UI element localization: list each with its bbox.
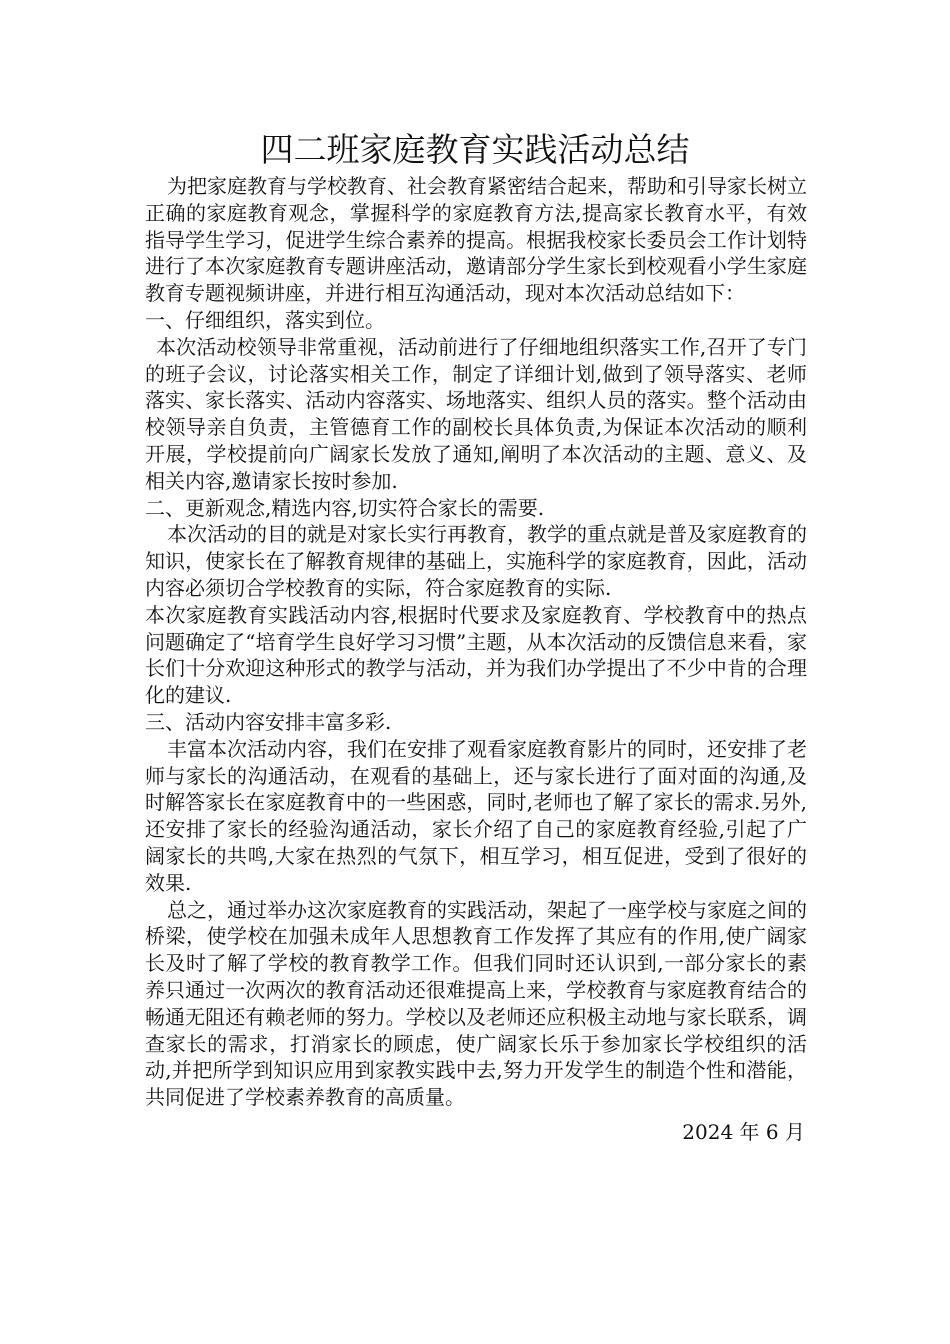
section-2-paragraph-1: 本次活动的目的就是对家长实行再教育，教学的重点就是普及家庭教育的知识，使家长在了解教育规律的基础上，实施科学的家庭教育，因此，活动内容必须切合学校教育的实际，符合家庭教育的实际. bbox=[145, 522, 807, 600]
intro-paragraph: 为把家庭教育与学校教育、社会教育紧密结合起来，帮助和引导家长树立正确的家庭教育观念，掌握科学的家庭教育方法,提高家长教育水平，有效指导学生学习，促进学生综合素养的提高。根据我校家长委员会工作计划特进行了本次家庭教育专题讲座活动，邀请部分学生家长到校观看小学生家庭教育专题视频讲座，并进行相互沟通活动，现对本次活动总结如下： bbox=[145, 174, 807, 306]
section-heading-2: 二、更新观念,精选内容,切实符合家长的需要. bbox=[145, 495, 545, 520]
document-body bbox=[145, 173, 807, 1111]
section-3-paragraph: 丰富本次活动内容，我们在安排了观看家庭教育影片的同时，还安排了老师与家长的沟通活动，在观看的基础上，还与家长进行了面对面的沟通,及时解答家长在家庭教育中的一些困惑，同时,老师也了解了家长的需求.另外,还安排了家长的经验沟通活动，家长介绍了自己的家庭教育经验,引起了广阔家长的共鸣,大家在热烈的气氛下，相互学习，相互促进，受到了很好的效果. bbox=[145, 736, 807, 895]
conclusion-paragraph: 总之，通过举办这次家庭教育的实践活动，架起了一座学校与家庭之间的桥梁，使学校在加强未成年人思想教育工作发挥了其应有的作用,使广阔家长及时了解了学校的教育教学工作。但我们同时还认识到,一部分家长的素养只通过一次两次的教育活动还很难提高上来，学校教育与家庭教育结合的畅通无阻还有赖老师的努力。学校以及老师还应积极主动地与家长联系，调查家长的需求，打消家长的顾虑，使广阔家长乐于参加家长学校组织的活动,并把所学到知识应用到家教实践中去,努力开发学生的制造个性和潜能，共同促进了学校素养教育的高质量。 bbox=[145, 897, 807, 1110]
document-title: 四二班家庭教育实践活动总结 bbox=[260, 130, 690, 169]
section-heading-3: 三、活动内容安排丰富多彩. bbox=[145, 709, 392, 734]
section-2-paragraph-2: 本次家庭教育实践活动内容,根据时代要求及家庭教育、学校教育中的热点问题确定了“培育学生良好学习习惯”主题，从本次活动的反馈信息来看，家长们十分欢迎这种形式的教学与活动，并为我们办学提出了不少中肯的合理化的建议. bbox=[145, 602, 807, 708]
section-heading-1: 一、仔细组织，落实到位。 bbox=[145, 307, 385, 332]
section-1-paragraph: 本次活动校领导非常重视，活动前进行了仔细地组织落实工作,召开了专门的班子会议，讨论落实相关工作，制定了详细计划,做到了领导落实、老师落实、家长落实、活动内容落实、场地落实、组织人员的落实。整个活动由校领导亲自负责，主管德育工作的副校长具体负责,为保证本次活动的顺利开展，学校提前向广阔家长发放了通知,阐明了本次活动的主题、意义、及相关内容,邀请家长按时参加. bbox=[145, 334, 807, 493]
document-date: 2024 年 6 月 bbox=[682, 1120, 805, 1144]
